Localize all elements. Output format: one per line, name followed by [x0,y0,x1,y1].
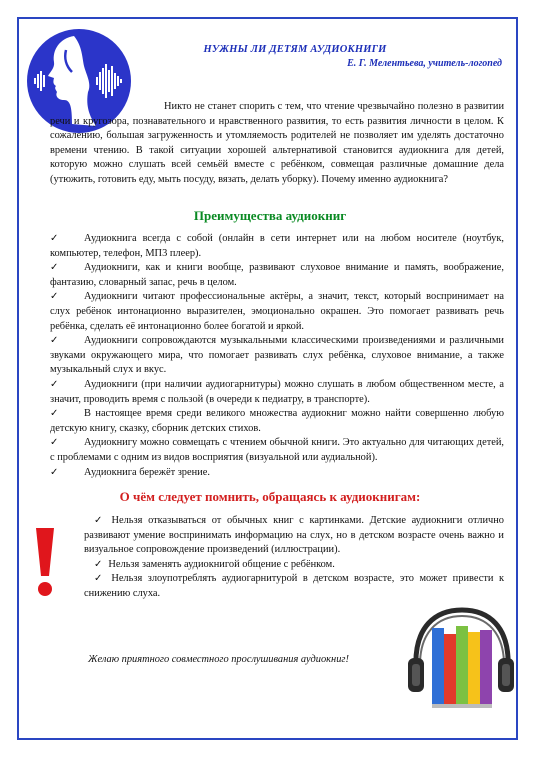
page-title: НУЖНЫ ЛИ ДЕТЯМ АУДИОКНИГИ [203,44,387,55]
books-headphones-icon [406,606,518,714]
benefits-list [50,232,504,480]
benefits-heading: Преимущества аудиокниг [193,208,347,223]
warnings-list [84,514,504,602]
intro-text: Никто не станет спорить с тем, что чтение чрезвычайно полезно в развитии речи и кругозора, познавательного и нравственного развития, то есть развития личности в целом. К сожалению, большая загруженность и утомляемость родителей не позволяет им уделять достаточно времени чтению. В такой ситуации хорошей альтернативой становится аудиокнига для детей, которую можно слушать всей семьёй вместе с ребёнком, совмещая различные домашние дела (утюжить, готовить еду, мыть посуду, вязать, делать уборку). Почему именно аудиокнига? [50,101,504,185]
check-icon: ✓ [94,573,106,585]
list-item: ✓ Аудиокниги, как и книги вообще, развивают слуховое внимание и память, воображение, фантазию, словарный запас, речь в целом. [50,262,504,288]
intro-paragraph [50,100,504,188]
check-icon: ✓ [50,378,59,390]
list-item: ✓ Аудиокниги читают профессиональные актёры, а значит, текст, который воспринимает на слух ребёнок интонационно выразителен, эмоционально окрашен. Это помогает развивать речь ребёнка, сделать её интонационно более богатой и яркой. [50,291,504,332]
exclamation-icon [32,526,58,598]
check-icon: ✓ [94,515,106,526]
warnings-heading: О чём следует помнить, обращаясь к аудиокнигам: [119,489,421,504]
check-icon: ✓ [50,408,59,420]
check-icon: ✓ [50,335,59,347]
list-item: ✓ Аудиокниги (при наличии аудиогарнитуры) можно слушать в любом общественном месте, а значит, проводить время с пользой (в очереди к педиатру, в транспорте). [50,378,504,405]
list-item: ✓ В настоящее время среди великого множества аудиокниг можно найти совершенно любую детскую книгу, сказку, сборник детских стихов. [50,408,504,434]
check-icon: ✓ [50,466,59,478]
list-item: ✓ Нельзя отказываться от обычных книг с картинками. Детские аудиокниги отлично развивают умение воспринимать информацию на слух, но в детском возрасте очень важно и визуальное сопровождение произведений (иллюстрации). [84,515,504,556]
list-item: ✓ Нельзя заменять аудиокнигой общение с ребёнком. [94,558,335,570]
check-icon: ✓ [94,558,103,570]
check-icon: ✓ [50,262,59,274]
check-icon: ✓ [50,437,59,449]
list-item: ✓ Аудиокнигу можно совмещать с чтением обычной книги. Это актуально для читающих детей, с проблемами с одним из видов восприятия (визуальной или аудиальной). [50,437,504,463]
closing-text: Желаю приятного совместного прослушивания аудиокниг! [88,654,349,665]
list-item: ✓ Нельзя злоупотреблять аудиогарнитурой в детском возрасте, это может привести к снижению слуха. [84,573,504,599]
check-icon: ✓ [50,233,59,244]
author-line: Е. Г. Мелентьева, учитель-логопед [347,58,502,69]
check-icon: ✓ [50,291,59,303]
list-item: ✓ Аудиокнига бережёт зрение. [50,466,504,481]
list-item: ✓ Аудиокнига всегда с собой (онлайн в сети интернет или на любом носителе (ноутбук, компьютер, телефон, МП3 плеер). [50,233,504,259]
list-item: ✓ Аудиокниги сопровождаются музыкальными классическими произведениями и различными звуками окружающего мира, что помогает развивать слух ребёнка, слуховое внимание, а также музыкальный слух и вкус. [50,335,504,376]
